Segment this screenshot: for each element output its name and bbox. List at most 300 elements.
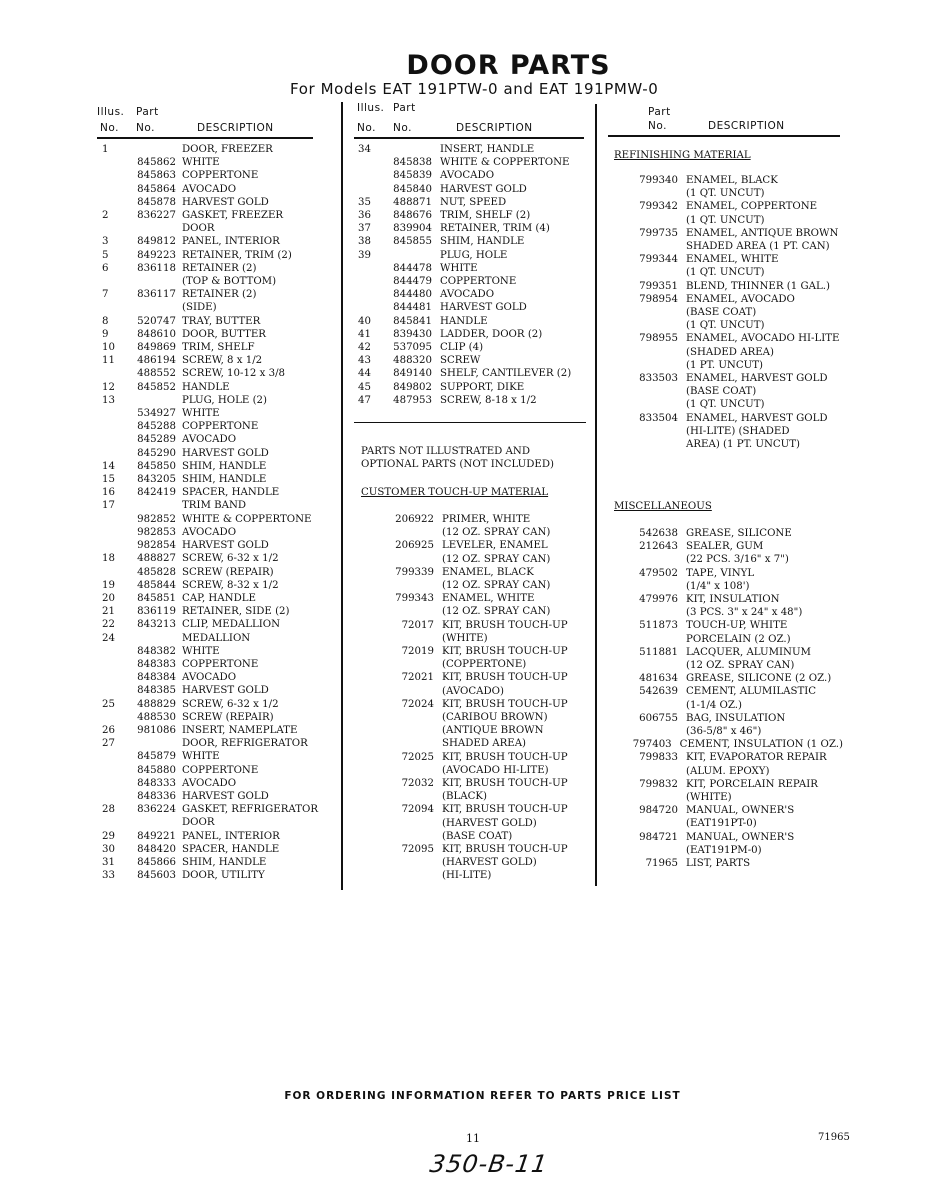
parts-row xyxy=(100,183,335,196)
part-number: 488552 xyxy=(137,368,176,380)
right-part-header: Part xyxy=(648,106,671,118)
part-number: 845852 xyxy=(137,381,176,393)
parts-row xyxy=(598,200,843,213)
part-number: 799735 xyxy=(639,227,678,239)
part-number xyxy=(354,817,442,830)
parts-row xyxy=(598,293,843,306)
part-description: (COPPERTONE) xyxy=(442,659,527,671)
part-description: SHADED AREA) xyxy=(442,738,527,750)
parts-row xyxy=(100,354,335,367)
illus-number: 29 xyxy=(102,830,115,842)
part-description: (12 OZ. SPRAY CAN) xyxy=(442,606,551,618)
illus-number: 19 xyxy=(102,579,115,591)
illus-number: 44 xyxy=(358,368,371,380)
part-number: 845839 xyxy=(393,170,432,182)
right-part-no-header: No. xyxy=(648,120,667,132)
part-description: GREASE, SILICONE xyxy=(686,528,792,539)
part-number: 537095 xyxy=(393,342,432,354)
not-illustrated-note xyxy=(361,445,591,471)
part-description: LEVELER, ENAMEL xyxy=(442,540,548,552)
parts-row xyxy=(598,646,843,659)
parts-row xyxy=(598,685,843,698)
illus-number: 38 xyxy=(358,236,371,248)
part-description: HARVEST GOLD xyxy=(182,540,269,552)
part-description: AVOCADO xyxy=(182,183,237,195)
middle-illus-header: Illus. xyxy=(357,102,385,114)
part-number: 844478 xyxy=(393,262,432,274)
part-description: HARVEST GOLD xyxy=(440,302,527,314)
part-number: 845879 xyxy=(137,751,176,763)
parts-row xyxy=(100,209,335,222)
part-description: KIT, INSULATION xyxy=(686,594,780,606)
part-description: HARVEST GOLD xyxy=(182,790,269,802)
part-number xyxy=(598,699,686,712)
part-description: TRAY, BUTTER xyxy=(182,315,261,327)
part-number xyxy=(126,737,182,750)
part-description: CAP, HANDLE xyxy=(182,592,256,604)
parts-row xyxy=(100,513,335,526)
parts-row xyxy=(354,526,589,539)
right-header-rule xyxy=(608,135,840,137)
parts-row xyxy=(100,724,335,737)
part-number xyxy=(598,553,686,566)
illus-number: 16 xyxy=(102,487,115,499)
part-number xyxy=(598,765,686,778)
part-description: KIT, BRUSH TOUCH-UP xyxy=(442,698,568,710)
illus-number xyxy=(100,222,126,235)
part-description: TRIM, SHELF (2) xyxy=(440,210,531,222)
parts-row xyxy=(598,725,843,738)
part-number: 845862 xyxy=(137,157,176,169)
part-number: 206925 xyxy=(395,540,434,552)
parts-row xyxy=(354,698,589,711)
part-description: (1/4" x 108') xyxy=(686,580,750,592)
middle-parts-list xyxy=(354,143,589,407)
parts-row xyxy=(354,685,589,698)
part-number: 849221 xyxy=(137,830,176,842)
part-description: RETAINER, TRIM (4) xyxy=(440,223,550,235)
parts-row xyxy=(598,844,843,857)
part-number: 848333 xyxy=(137,777,176,789)
parts-row xyxy=(598,817,843,830)
illus-number xyxy=(354,169,384,182)
part-description: SHELF, CANTILEVER (2) xyxy=(440,368,572,380)
part-description: (HARVEST GOLD) xyxy=(442,817,537,829)
part-number: 849812 xyxy=(137,236,176,248)
part-number: 849869 xyxy=(137,342,176,354)
part-description: GASKET, REFRIGERATOR xyxy=(182,804,319,816)
misc-heading: MISCELLANEOUS xyxy=(614,501,712,512)
part-number xyxy=(354,605,442,618)
illus-number: 5 xyxy=(102,249,109,261)
illus-number: 7 xyxy=(102,289,109,301)
illus-number: 10 xyxy=(102,342,115,354)
part-description: DOOR, FREEZER xyxy=(182,144,273,155)
illus-number xyxy=(100,301,126,314)
part-number: 206922 xyxy=(395,514,434,525)
parts-row xyxy=(100,275,335,288)
right-column-divider xyxy=(595,104,597,886)
part-description: TRIM, SHELF xyxy=(182,342,255,354)
part-number: 848385 xyxy=(137,685,176,697)
part-description: SCREW, 8-32 x 1/2 xyxy=(182,579,279,591)
part-description: KIT, BRUSH TOUCH-UP xyxy=(442,751,568,763)
middle-section-rule xyxy=(354,422,586,423)
part-number xyxy=(354,526,442,539)
parts-row xyxy=(100,592,335,605)
illus-number: 2 xyxy=(102,210,109,222)
illus-number xyxy=(100,539,126,552)
part-number: 843213 xyxy=(137,619,176,631)
parts-row xyxy=(100,156,335,169)
part-description: HARVEST GOLD xyxy=(182,196,269,208)
part-description: DOOR, UTILITY xyxy=(182,870,265,882)
parts-row xyxy=(354,367,589,380)
part-description: (TOP & BOTTOM) xyxy=(182,276,277,288)
part-number: 845855 xyxy=(393,236,432,248)
left-description-header: DESCRIPTION xyxy=(197,122,274,134)
parts-row xyxy=(598,214,843,227)
illus-number: 13 xyxy=(102,394,115,406)
part-number: 488320 xyxy=(393,355,432,367)
illus-number: 21 xyxy=(102,606,115,618)
part-number: 72025 xyxy=(401,751,434,763)
part-number xyxy=(354,632,442,645)
illus-number: 6 xyxy=(102,262,109,274)
part-description: SCREW, 6-32 x 1/2 xyxy=(182,698,279,710)
part-number xyxy=(598,398,686,411)
parts-row xyxy=(100,301,335,314)
illus-number: 1 xyxy=(102,144,109,155)
part-number: 845863 xyxy=(137,170,176,182)
parts-row xyxy=(354,235,589,248)
parts-row xyxy=(354,764,589,777)
parts-row xyxy=(598,438,843,451)
part-description: (HI-LITE) xyxy=(442,870,492,882)
parts-row xyxy=(598,751,843,764)
part-number: 836227 xyxy=(137,210,176,222)
parts-row xyxy=(354,275,589,288)
parts-row xyxy=(598,791,843,804)
illus-number: 31 xyxy=(102,856,115,868)
parts-row xyxy=(598,593,843,606)
ordering-note: FOR ORDERING INFORMATION REFER TO PARTS PRICE LIST xyxy=(284,1090,681,1102)
part-number: 848384 xyxy=(137,672,176,684)
parts-row xyxy=(354,751,589,764)
part-description: TOUCH-UP, WHITE xyxy=(686,620,788,632)
parts-row xyxy=(598,527,843,540)
part-description: CEMENT, ALUMILASTIC xyxy=(686,686,817,698)
part-description: COPPERTONE xyxy=(440,276,517,288)
parts-row xyxy=(598,699,843,712)
parts-row xyxy=(598,553,843,566)
part-description: (SHADED AREA) xyxy=(686,346,775,358)
part-description: (1-1/4 OZ.) xyxy=(686,699,742,711)
part-description: KIT, BRUSH TOUCH-UP xyxy=(442,619,568,631)
part-description: COPPERTONE xyxy=(182,658,259,670)
parts-row xyxy=(100,566,335,579)
parts-row xyxy=(100,262,335,275)
illus-number: 8 xyxy=(102,315,109,327)
part-number: 72032 xyxy=(401,778,434,790)
part-description: KIT, BRUSH TOUCH-UP xyxy=(442,844,568,856)
part-description: (AVOCADO HI-LITE) xyxy=(442,764,549,776)
parts-row xyxy=(100,830,335,843)
illus-number xyxy=(100,671,126,684)
part-description: RETAINER (2) xyxy=(182,289,257,301)
part-number: 845864 xyxy=(137,183,176,195)
parts-row xyxy=(354,737,589,750)
parts-row xyxy=(598,580,843,593)
part-description: (12 OZ. SPRAY CAN) xyxy=(442,580,551,592)
illus-number: 20 xyxy=(102,592,115,604)
illus-number: 26 xyxy=(102,724,115,736)
parts-row xyxy=(354,856,589,869)
left-parts-list xyxy=(100,143,335,882)
part-description: CEMENT, INSULATION (1 OZ.) xyxy=(679,739,843,751)
parts-row xyxy=(354,262,589,275)
illus-number: 9 xyxy=(102,328,109,340)
illus-number: 35 xyxy=(358,196,371,208)
parts-row xyxy=(100,816,335,829)
parts-row xyxy=(354,777,589,790)
parts-row xyxy=(354,645,589,658)
parts-row xyxy=(354,553,589,566)
parts-row xyxy=(598,425,843,438)
part-description: ENAMEL, WHITE xyxy=(686,254,779,266)
illus-number: 18 xyxy=(102,553,115,565)
parts-row xyxy=(100,698,335,711)
parts-row xyxy=(100,856,335,869)
part-number: 845841 xyxy=(393,315,432,327)
parts-row xyxy=(100,684,335,697)
part-number: 542638 xyxy=(639,528,678,539)
part-number xyxy=(384,143,440,156)
illus-number xyxy=(354,262,384,275)
part-description: WHITE xyxy=(182,157,220,169)
part-number: 982854 xyxy=(137,540,176,552)
parts-row xyxy=(598,227,843,240)
parts-row xyxy=(100,764,335,777)
middle-illus-no-header: No. xyxy=(357,122,376,134)
parts-row xyxy=(354,539,589,552)
parts-row xyxy=(598,385,843,398)
part-description: MANUAL, OWNER'S xyxy=(686,831,795,843)
part-number xyxy=(598,214,686,227)
part-description: HANDLE xyxy=(440,315,488,327)
part-number: 798954 xyxy=(639,293,678,305)
part-description: SEALER, GUM xyxy=(686,541,764,553)
handwritten-annotation: 350-B-11 xyxy=(428,1150,550,1178)
parts-row xyxy=(354,143,589,156)
part-number: 836119 xyxy=(137,606,176,618)
part-description: SHADED AREA (1 PT. CAN) xyxy=(686,241,830,253)
parts-row xyxy=(100,632,335,645)
parts-row xyxy=(100,447,335,460)
part-number xyxy=(598,319,686,332)
part-number: 542639 xyxy=(639,686,678,698)
parts-row xyxy=(100,222,335,235)
parts-row xyxy=(354,671,589,684)
part-number: 839430 xyxy=(393,328,432,340)
part-number: 797403 xyxy=(632,739,672,751)
parts-row xyxy=(354,658,589,671)
part-description: RETAINER (2) xyxy=(182,262,257,274)
part-description: KIT, BRUSH TOUCH-UP xyxy=(442,804,568,816)
illus-number: 14 xyxy=(102,460,115,472)
illus-number xyxy=(100,275,126,288)
part-number: 981086 xyxy=(137,724,176,736)
illus-number: 25 xyxy=(102,698,115,710)
left-part-no-header: No. xyxy=(136,122,155,134)
parts-row xyxy=(100,803,335,816)
part-description: SPACER, HANDLE xyxy=(182,843,280,855)
parts-row xyxy=(100,605,335,618)
part-number: 511881 xyxy=(639,646,678,658)
part-number xyxy=(598,385,686,398)
part-description: RETAINER, SIDE (2) xyxy=(182,606,290,618)
part-number: 799339 xyxy=(395,566,434,578)
part-number: 848420 xyxy=(137,843,176,855)
parts-row xyxy=(354,183,589,196)
parts-row xyxy=(354,156,589,169)
part-number xyxy=(598,359,686,372)
part-number: 511873 xyxy=(639,620,678,632)
part-number: 984720 xyxy=(639,805,678,817)
part-number xyxy=(354,685,442,698)
part-number xyxy=(126,394,182,407)
part-description: SCREW (REPAIR) xyxy=(182,566,274,578)
part-number: 799343 xyxy=(395,593,434,605)
illus-number xyxy=(354,301,384,314)
part-number: 799832 xyxy=(639,778,678,790)
part-description: (1 QT. UNCUT) xyxy=(686,214,765,226)
illus-number: 15 xyxy=(102,474,115,486)
parts-row xyxy=(354,169,589,182)
parts-row xyxy=(354,315,589,328)
document-code: 71965 xyxy=(818,1132,850,1143)
part-number: 842419 xyxy=(137,487,176,499)
illus-number: 28 xyxy=(102,804,115,816)
part-description: SCREW, 6-32 x 1/2 xyxy=(182,553,279,565)
parts-row xyxy=(598,831,843,844)
part-description: HARVEST GOLD xyxy=(440,183,527,195)
part-number xyxy=(384,249,440,262)
parts-row xyxy=(100,315,335,328)
parts-row xyxy=(354,196,589,209)
parts-row xyxy=(354,817,589,830)
part-number xyxy=(598,425,686,438)
illus-number: 12 xyxy=(102,381,115,393)
illus-number: 24 xyxy=(102,632,115,644)
parts-row xyxy=(598,372,843,385)
part-description: MANUAL, OWNER'S xyxy=(686,805,795,817)
parts-row xyxy=(598,266,843,279)
part-number: 845289 xyxy=(137,434,176,446)
parts-row xyxy=(354,513,589,526)
illus-number: 45 xyxy=(358,381,371,393)
part-description: (1 QT. UNCUT) xyxy=(686,267,765,279)
part-number xyxy=(354,790,442,803)
part-description: HARVEST GOLD xyxy=(182,685,269,697)
part-description: PANEL, INTERIOR xyxy=(182,830,280,842)
parts-row xyxy=(354,632,589,645)
part-number: 848610 xyxy=(137,328,176,340)
left-illus-no-header: No. xyxy=(100,122,119,134)
part-description: AVOCADO xyxy=(182,672,237,684)
part-description: WHITE & COPPERTONE xyxy=(182,513,312,525)
illus-number xyxy=(100,645,126,658)
part-description: GREASE, SILICONE (2 OZ.) xyxy=(686,673,832,685)
illus-number xyxy=(100,433,126,446)
part-description: KIT, BRUSH TOUCH-UP xyxy=(442,646,568,658)
parts-row xyxy=(598,187,843,200)
parts-row xyxy=(598,319,843,332)
part-description: TRIM BAND xyxy=(182,500,247,512)
part-number xyxy=(354,764,442,777)
part-number xyxy=(598,633,686,646)
part-description: (1 QT. UNCUT) xyxy=(686,399,765,411)
parts-row xyxy=(598,412,843,425)
part-number: 799833 xyxy=(639,752,678,764)
part-description: HARVEST GOLD xyxy=(182,447,269,459)
page-title: DOOR PARTS xyxy=(406,50,611,81)
part-description: LIST, PARTS xyxy=(686,858,751,870)
parts-row xyxy=(354,790,589,803)
part-number: 849223 xyxy=(137,249,176,261)
middle-part-header: Part xyxy=(393,102,416,114)
parts-row xyxy=(598,398,843,411)
part-number: 833504 xyxy=(639,412,678,424)
part-number: 72024 xyxy=(401,698,434,710)
part-description: SCREW (REPAIR) xyxy=(182,711,274,723)
right-description-header: DESCRIPTION xyxy=(708,120,785,132)
part-description: AVOCADO xyxy=(182,777,237,789)
parts-row xyxy=(354,354,589,367)
part-description: ENAMEL, ANTIQUE BROWN xyxy=(686,227,839,239)
parts-row xyxy=(100,711,335,724)
parts-row xyxy=(598,346,843,359)
part-description: SCREW, 10-12 x 3/8 xyxy=(182,368,286,380)
part-number xyxy=(598,817,686,830)
illus-number xyxy=(100,183,126,196)
illus-number xyxy=(100,711,126,724)
part-description: ENAMEL, AVOCADO HI-LITE xyxy=(686,333,840,345)
refinishing-heading: REFINISHING MATERIAL xyxy=(614,150,751,161)
part-description: WHITE xyxy=(182,408,220,420)
parts-row xyxy=(354,869,589,882)
part-description: LADDER, DOOR (2) xyxy=(440,328,543,340)
part-description: (WHITE) xyxy=(686,792,732,804)
left-column-divider xyxy=(341,102,343,890)
illus-number xyxy=(100,367,126,380)
part-number xyxy=(126,499,182,512)
part-number: 845838 xyxy=(393,157,432,169)
part-number: 488827 xyxy=(137,553,176,565)
part-number xyxy=(598,659,686,672)
part-number xyxy=(598,725,686,738)
parts-row xyxy=(100,579,335,592)
illus-number xyxy=(100,764,126,777)
illus-number: 27 xyxy=(102,738,115,750)
part-number: 844479 xyxy=(393,276,432,288)
part-number: 845878 xyxy=(137,196,176,208)
part-description: (12 OZ. SPRAY CAN) xyxy=(442,553,551,565)
part-description: ENAMEL, BLACK xyxy=(686,175,778,186)
part-number: 845840 xyxy=(393,183,432,195)
touchup-list xyxy=(354,513,589,883)
part-number: 848382 xyxy=(137,645,176,657)
